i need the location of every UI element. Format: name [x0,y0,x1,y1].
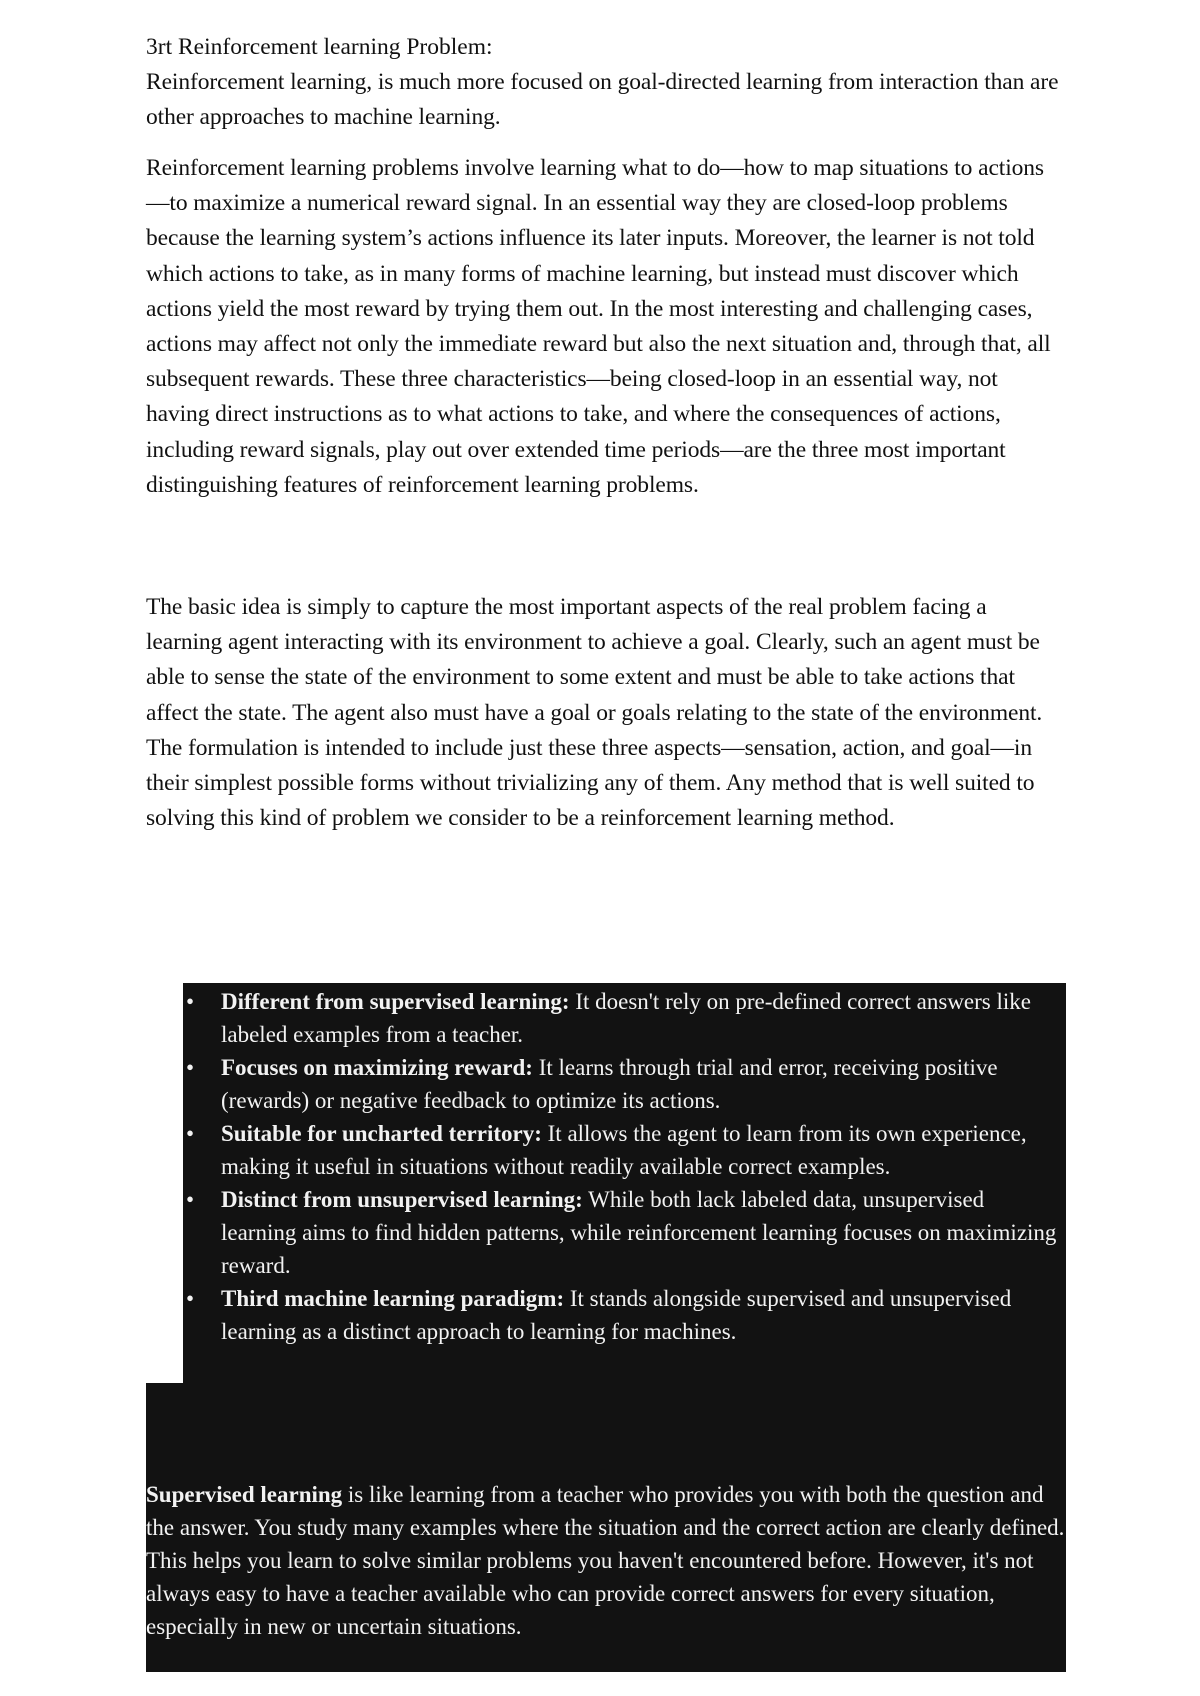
bullet-body: While both lack labeled data, unsupervised learning aims to find hidden patterns, while reinforcement learning focuses on maximizing reward. [221,1187,1057,1278]
bullet-icon: • [185,1121,195,1146]
list-item [183,1282,1063,1348]
body-paragraph-2 [146,590,1066,836]
bullet-body: It stands alongside supervised and unsupervised learning as a distinct approach to learning for machines. [221,1286,1012,1344]
list-item [183,1051,1063,1117]
supervised-learning-paragraph [146,1478,1066,1643]
supervised-lead: Supervised learning [146,1482,343,1507]
bullet-icon: • [185,989,195,1014]
list-item [183,1183,1063,1282]
paragraph-1-text: Reinforcement learning problems involve learning what to do—how to map situations to actions—to maximize a numerical reward signal. In an essential way they are closed-loop problems because the learning system’s actions influence its later inputs. Moreover, the learner is not told which actions to take, as in many forms of machine learning, but instead must discover which actions yield the most reward by trying them out. In the most interesting and challenging cases, actions may affect not only the immediate reward but also the next situation and, through that, all subsequent rewards. These three characteristics—being closed-loop in an essential way, not having direct instructions as to what actions to take, and where the consequences of actions, including reward signals, play out over extended time periods—are the three most important distinguishing features of reinforcement learning problems. [146,155,1051,498]
intro-paragraph [146,65,1066,135]
bullet-body: It doesn't rely on pre-defined correct answers like labeled examples from a teacher. [221,989,1031,1047]
bullet-heading: Suitable for uncharted territory: [221,1121,542,1146]
document-title: 3rt Reinforcement learning Problem: [146,34,493,60]
bullet-heading: Distinct from unsupervised learning: [221,1187,583,1212]
bullet-heading: Focuses on maximizing reward: [221,1055,533,1080]
bullet-icon: • [185,1187,195,1212]
intro-text: Reinforcement learning, is much more focused on goal-directed learning from interaction than are other approaches to machine learning. [146,69,1059,131]
supervised-body: is like learning from a teacher who provides you with both the question and the answer. You study many examples where the situation and the correct action are clearly defined. This helps you learn to solve similar problems you haven't encountered before. However, it's not always easy to have a teacher available who can provide correct answers for every situation, especially in new or uncertain situations. [146,1482,1065,1639]
bullet-heading: Third machine learning paradigm: [221,1286,565,1311]
body-paragraph-1 [146,151,1066,503]
bullet-body: It allows the agent to learn from its own experience, making it useful in situations without readily available correct examples. [221,1121,1027,1179]
bullet-icon: • [185,1055,195,1080]
paragraph-2-text: The basic idea is simply to capture the most important aspects of the real problem facing a learning agent interacting with its environment to achieve a goal. Clearly, such an agent must be able to sense the state of the environment to some extent and must be able to take actions that affect the state. The agent also must have a goal or goals relating to the state of the environment. The formulation is intended to include just these three aspects—sensation, action, and goal—in their simplest possible forms without trivializing any of them. Any method that is well suited to solving this kind of problem we consider to be a reinforcement learning method. [146,594,1043,832]
bullet-list [183,985,1063,1348]
bullet-heading: Different from supervised learning: [221,989,570,1014]
bullet-icon: • [185,1286,195,1311]
list-item [183,1117,1063,1183]
bullet-body: It learns through trial and error, receiving positive (rewards) or negative feedback to optimize its actions. [221,1055,998,1113]
list-item [183,985,1063,1051]
